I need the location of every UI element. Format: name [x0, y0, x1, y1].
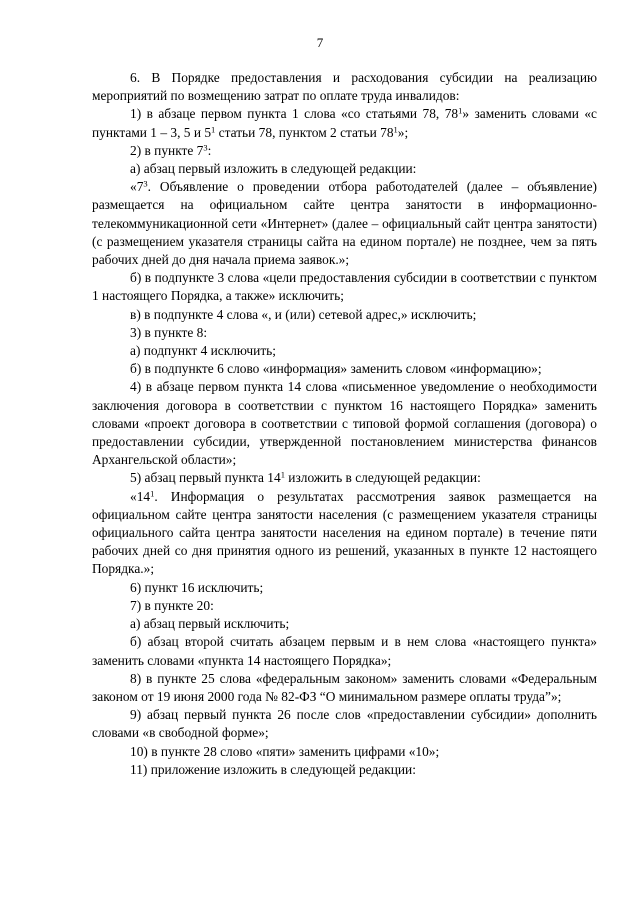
paragraph: б) абзац второй считать абзацем первым и в нем слова «настоящего пункта» заменить словами «пункта 14 настоящего Порядка»;: [92, 634, 597, 668]
paragraph: 3) в пункте 8:: [130, 324, 208, 340]
paragraph: «$14^1$. Информация о результатах рассмотрения заявок размещается на официальном сайте центра занятости населения (с размещением указателя страницы официального сайта центра занятости населения на едином портале) в течение пяти рабочих дней со дня принятия одного из решений, указанных в пункте 12 настоящего Порядка.»;: [92, 488, 597, 577]
paragraph: б) в подпункте 6 слово «информация» заменить словом «информацию»;: [130, 361, 542, 377]
paragraph: в) в подпункте 4 слова «, и (или) сетевой адрес,» исключить;: [130, 306, 477, 322]
paragraph: 11) приложение изложить в следующей редакции:: [130, 761, 416, 777]
paragraph: а) абзац первый изложить в следующей редакции:: [130, 161, 417, 177]
paragraph: 2) в пункте $7^3$:: [130, 142, 212, 158]
paragraph: 6. В Порядке предоставления и расходования субсидии на реализацию мероприятий по возмещению затрат по оплате труда инвалидов:: [92, 70, 597, 104]
paragraph: а) подпункт 4 исключить;: [130, 343, 277, 359]
paragraph: 8) в пункте 25 слова «федеральным законом» заменить словами «Федеральным законом от 19 июня 2000 года № 82-ФЗ “О минимальном размере оплаты труда”»;: [92, 670, 597, 704]
paragraph: 6) пункт 16 исключить;: [130, 579, 264, 595]
paragraph: 10) в пункте 28 слово «пяти» заменить цифрами «10»;: [130, 743, 440, 759]
document-body: [92, 69, 597, 779]
paragraph: б) в подпункте 3 слова «цели предоставления субсидии в соответствии с пунктом 1 настоящего Порядка, а также» исключить;: [92, 270, 597, 304]
paragraph: «$7^3$. Объявление о проведении отбора работодателей (далее – объявление) размещается на официальном сайте центра занятости в информационно-телекоммуникационной сети «Интернет» (далее – официальный сайт центра занятости) (с размещением указателя страницы сайта на едином портале) не позднее, чем за пять рабочих дней до дня начала приема заявок.»;: [92, 178, 597, 268]
paragraph: 7) в пункте 20:: [130, 597, 214, 613]
page-number: 7: [316, 35, 324, 50]
paragraph: 9) абзац первый пункта 26 после слов «предоставлении субсидии» дополнить словами «в свободной форме»;: [92, 707, 597, 741]
paragraph: а) абзац первый исключить;: [130, 616, 290, 632]
paragraph: 1) в абзаце первом пункта 1 слова «со статьями 78, $78^1$» заменить словами «с пунктами 1 – 3, 5 и $5^1$ статьи 78, пунктом 2 статьи $78^1$»;: [92, 105, 597, 140]
paragraph: 5) абзац первый пункта $14^1$ изложить в следующей редакции:: [130, 469, 481, 486]
paragraph: 4) в абзаце первом пункта 14 слова «письменное уведомление о необходимости заключения договора в соответствии с пунктом 16 настоящего Порядка» заменить словами «проект договора в соответствии с типовой формой соглашения (договора) о предоставлении субсидии, утвержденной постановлением министерства финансов Архангельской области»;: [92, 379, 597, 468]
